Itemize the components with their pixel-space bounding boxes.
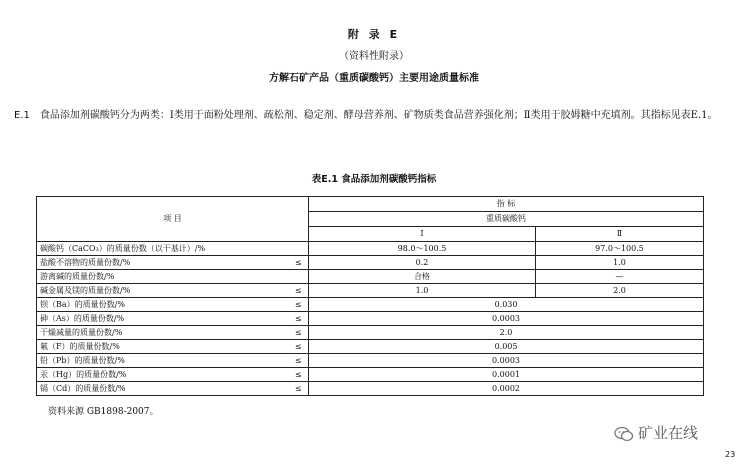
row-value: 0.005 [309,340,704,354]
row-limit-symbol [289,270,309,284]
header-indicator: 指 标 [309,197,704,212]
page-number: 23 [725,450,736,459]
wechat-icon [614,426,634,442]
row-value: 0.0002 [309,382,704,396]
paragraph-e1 [14,103,736,129]
row-value-class-2: — [536,270,704,284]
appendix-title: 附 录 E [347,28,401,41]
row-value: 0.0001 [309,368,704,382]
table-row [37,270,704,284]
watermark [614,422,698,443]
table-row [37,354,704,368]
row-value: 0.0003 [309,354,704,368]
row-limit-symbol: ≤ [289,298,309,312]
row-item-label: 游离碱的质量份数/% [37,270,289,284]
row-limit-symbol: ≤ [289,326,309,340]
spec-table [36,196,704,396]
row-value-class-1: 合格 [309,270,536,284]
row-item-label: 铅（Pb）的质量份数/% [37,354,289,368]
row-item-label: 干燥减量的质量份数/% [37,326,289,340]
row-limit-symbol: ≤ [289,312,309,326]
row-item-label: 汞（Hg）的质量份数/% [37,368,289,382]
row-limit-symbol: ≤ [289,284,309,298]
row-value-class-2: 1.0 [536,256,704,270]
source-note: 资料来源 GB1898-2007。 [48,407,159,417]
row-item-label: 氟（F）的质量份数/% [37,340,289,354]
row-value-class-1: 1.0 [309,284,536,298]
header-class-1: Ⅰ [309,227,536,242]
row-item-label: 砷（As）的质量份数/% [37,312,289,326]
appendix-heading: 方解石矿产品（重质碳酸钙）主要用途质量标准 [269,73,479,84]
table-row [37,242,704,256]
row-value: 0.030 [309,298,704,312]
header-class-2: Ⅱ [536,227,704,242]
header-item: 项 目 [37,197,309,242]
row-limit-symbol: ≤ [289,256,309,270]
row-limit-symbol: ≤ [289,382,309,396]
row-item-label: 镉（Cd）的质量份数/% [37,382,289,396]
table-row [37,368,704,382]
table-row [37,340,704,354]
table-row [37,298,704,312]
row-limit-symbol: ≤ [289,368,309,382]
header-product: 重质碳酸钙 [309,212,704,227]
row-value: 2.0 [309,326,704,340]
table-caption: 表E.1 食品添加剂碳酸钙指标 [311,174,437,185]
table-row [37,326,704,340]
row-limit-symbol [289,242,309,256]
paragraph-number: E.1 [14,110,30,121]
table-row [37,284,704,298]
row-item-label: 碳酸钙（CaCO₃）的质量份数（以干基计）/% [37,242,289,256]
table-row [37,312,704,326]
row-value: 0.0003 [309,312,704,326]
paragraph-text: 食品添加剂碳酸钙分为两类：Ⅰ类用于面粉处理剂、疏松剂、稳定剂、酵母营养剂、矿物质类食品营养强化剂；Ⅱ类用于胶姆糖中充填剂。其指标见表E.1。 [39,110,718,121]
appendix-subtitle: （资料性附录） [339,51,409,62]
table-row [37,256,704,270]
row-item-label: 碱金属及镁的质量份数/% [37,284,289,298]
row-value-class-1: 98.0～100.5 [309,242,536,256]
row-limit-symbol: ≤ [289,354,309,368]
table-row [37,382,704,396]
row-limit-symbol: ≤ [289,340,309,354]
row-value-class-2: 2.0 [536,284,704,298]
row-item-label: 盐酸不溶物的质量份数/% [37,256,289,270]
row-value-class-1: 0.2 [309,256,536,270]
row-item-label: 钡（Ba）的质量份数/% [37,298,289,312]
row-value-class-2: 97.0～100.5 [536,242,704,256]
watermark-text: 矿业在线 [638,424,699,442]
